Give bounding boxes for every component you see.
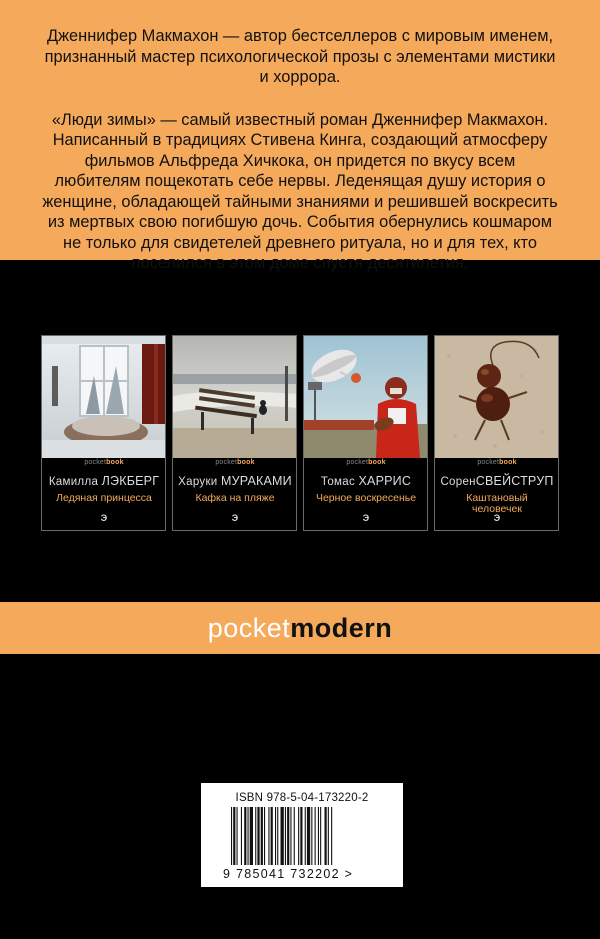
cover-art-football-blimp (304, 336, 428, 458)
cover-art-chestnut-man (435, 336, 559, 458)
book-title: Каштановый человечек (466, 492, 528, 515)
publisher-logo-icon: Э (100, 513, 108, 523)
barcode-box (201, 783, 403, 887)
barcode-digits: 9 785041 732202 > (223, 867, 354, 881)
cover-art-beach-bench (173, 336, 297, 458)
cover-art-snow-window (42, 336, 166, 458)
publisher-logo-icon: Э (362, 513, 370, 523)
book-cover-1 (41, 335, 166, 531)
series-logo-bold: modern (290, 613, 393, 643)
brand-tag: pocketbook (215, 459, 255, 466)
book-cover-4 (434, 335, 559, 531)
book-author: Томас ХАРРИС (320, 474, 412, 488)
isbn-text: ISBN 978-5-04-173220-2 (235, 792, 369, 804)
book-author: СоренСВЕЙСТРУП (440, 474, 554, 488)
publisher-logo-icon: Э (231, 513, 239, 523)
book-title: Черное воскресенье (315, 492, 417, 504)
book-cover-3 (303, 335, 428, 531)
description-panel (0, 0, 600, 272)
brand-tag: pocketbook (84, 459, 124, 466)
barcode-bars (231, 807, 373, 865)
publisher-logo-icon: Э (493, 513, 501, 523)
brand-tag: pocketbook (346, 459, 386, 466)
series-books (41, 335, 559, 531)
series-logo-light: pocket (207, 613, 291, 643)
author-bio: Дженнифер Макмахон — автор бестселлеров с мировым именем, признанный мастер психологической прозы с элементами мистики и хоррора. (44, 27, 556, 86)
synopsis: «Люди зимы» — самый известный роман Дженнифер Макмахон. Написанный в традициях Стивена Кинга, создающий атмосферу фильмов Альфреда Хичкока, он придется по вкусу всем любителям пощекотать себе нервы. Леденящая душу история о женщине, обладающей тайными знаниями и решившей воскресить из мертвых свою погибшую дочь. События обернулись кошмаром не только для свидетелей древнего ритуала, но и для тех, кто поселился в этом доме спустя десятилетия. (42, 110, 558, 272)
series-logo (0, 602, 600, 654)
book-title: Ледяная принцесса (56, 492, 152, 504)
book-title: Кафка на пляже (195, 492, 275, 504)
brand-tag: pocketbook (477, 459, 517, 466)
book-cover-2 (172, 335, 297, 531)
book-author: Харуки МУРАКАМИ (178, 474, 292, 488)
book-author: Камилла ЛЭКБЕРГ (48, 474, 160, 488)
